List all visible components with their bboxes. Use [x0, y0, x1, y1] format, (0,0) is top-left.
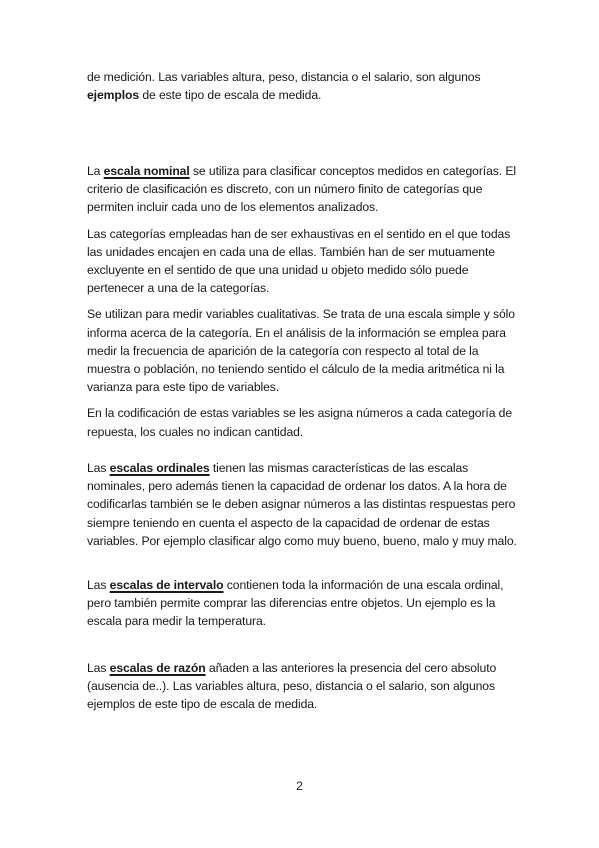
nominal-paragraph-4: En la codificación de estas variables se les asigna números a cada categoría de repuesta, los cuales no indican cantidad.	[87, 406, 513, 439]
text-run: Las	[87, 578, 110, 592]
section-nominal	[87, 162, 517, 441]
section-intervalo	[87, 576, 517, 631]
bold-term: ejemplos	[87, 88, 140, 103]
intervalo-paragraph	[87, 576, 517, 631]
text-run: contienen toda la información de una escala ordinal, pero también permite comprar las diferencias entre objetos. Un ejemplo es la escala para medir la temperatura.	[87, 578, 504, 629]
page-number: 2	[296, 779, 303, 793]
text-run: se utiliza para clasificar conceptos medidos en categorías. El criterio de clasificación es discreto, con un número finito de categorías que permiten incluir cada uno de los elementos analizados.	[87, 164, 516, 215]
nominal-paragraph-2: Las categorías empleadas han de ser exhaustivas en el sentido en el que todas las unidades encajen en cada una de ellas. También han de ser mutuamente excluyente en el sentido de que una unidad u objeto medido sólo puede pertenecer a una de la categorías.	[87, 226, 511, 296]
text-run: tienen las mismas características de las escalas nominales, pero además tienen la capacidad de ordenar los datos. A la hora de codificarlas también se le deben asignar números a las distintas respuestas pero siempre teniendo en cuenta el aspecto de la capacidad de ordenar de estas variables. Por ejemplo clasificar algo como muy bueno, bueno, malo y muy malo.	[87, 461, 517, 548]
text-run: de este tipo de escala de medida.	[139, 88, 322, 103]
ordinal-paragraph	[87, 459, 517, 550]
text-run: Las	[87, 661, 110, 675]
text-run: La	[87, 164, 104, 178]
term-escalas-ordinales: escalas ordinales	[109, 461, 210, 475]
term-escala-nominal: escala nominal	[103, 164, 190, 178]
section-razon	[87, 659, 517, 714]
term-escalas-de-razon: escalas de razón	[109, 661, 206, 675]
intro-paragraph	[87, 68, 517, 104]
section-ordinal	[87, 459, 517, 550]
text-run: Las	[87, 461, 110, 475]
text-run: añaden a las anteriores la presencia del cero absoluto (ausencia de..). Las variables altura, peso, distancia o el salario, son algunos ejemplos de este tipo de escala de medida.	[87, 661, 497, 712]
text-run: de medición. Las variables altura, peso, distancia o el salario, son algunos	[87, 70, 481, 84]
term-escalas-de-intervalo: escalas de intervalo	[109, 578, 224, 592]
intro-fragment	[87, 68, 517, 104]
nominal-paragraph-1	[87, 162, 517, 217]
razon-paragraph	[87, 659, 517, 714]
nominal-paragraph-3: Se utilizan para medir variables cualitativas. Se trata de una escala simple y sólo informa acerca de la categoría. En el análisis de la información se emplea para medir la frecuencia de aparición de la categoría con respecto al total de la muestra o población, no teniendo sentido el cálculo de la media aritmética ni la varianza para este tipo de variables.	[87, 307, 515, 395]
